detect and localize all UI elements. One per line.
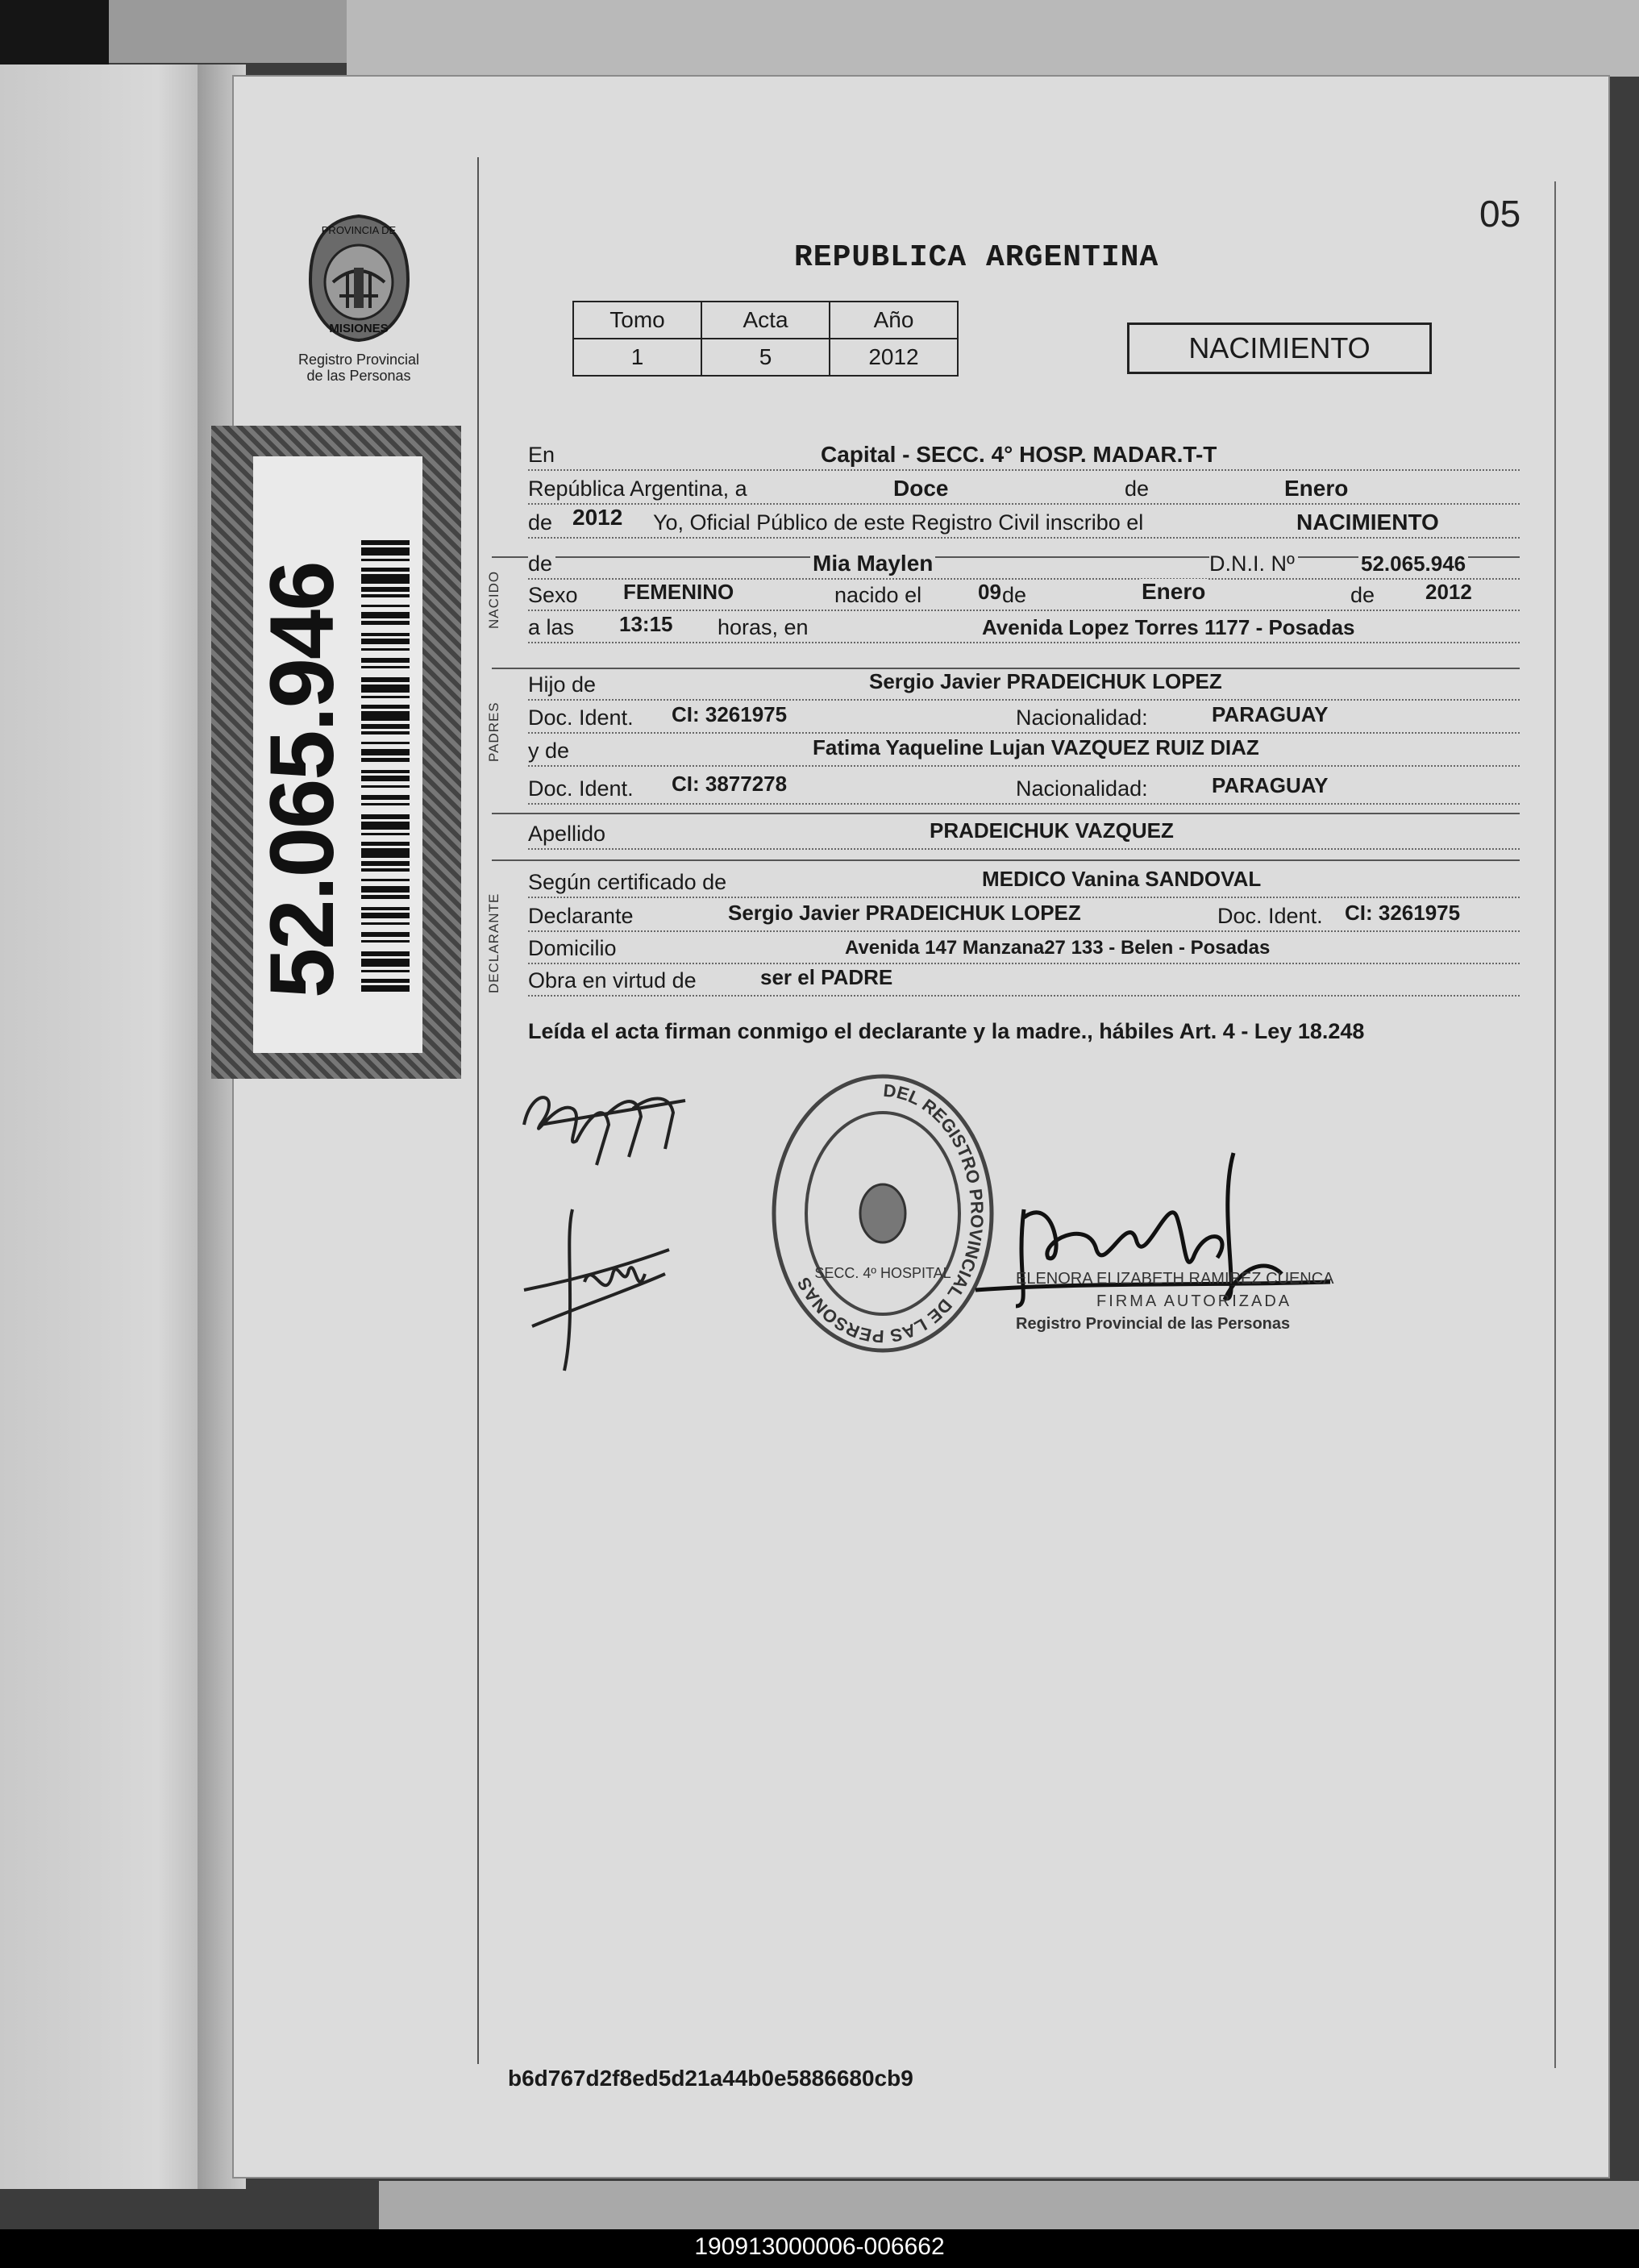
barcode-bar (361, 677, 410, 682)
scan-background-top (347, 0, 1639, 77)
label-dni: D.N.I. Nº (1209, 551, 1298, 576)
official-signature-icon (927, 1145, 1346, 1355)
label-obra: Obra en virtud de (528, 968, 700, 993)
table-header-tomo: Tomo (573, 302, 701, 339)
barcode-bar (361, 574, 410, 584)
barcode-bar (361, 559, 410, 561)
barcode-bar (361, 795, 410, 800)
barcode-bar (361, 568, 410, 572)
section-divider (492, 813, 1520, 814)
barcode-bar (361, 814, 410, 819)
barcode-bar (361, 749, 410, 755)
document-title: REPUBLICA ARGENTINA (794, 240, 1159, 275)
barcode-bar (361, 648, 410, 651)
barcode-bar (361, 868, 410, 872)
barcode-bar (361, 587, 410, 592)
signature-declarante-icon (508, 1068, 693, 1173)
barcode-bar (361, 886, 410, 893)
value-declarante: Sergio Javier PRADEICHUK LOPEZ (726, 901, 1084, 926)
scan-background-dark (0, 0, 109, 65)
stamp-authority-org: Registro Provincial de las Personas (1016, 1315, 1291, 1333)
scan-id: 190913000006-006662 (694, 2233, 945, 2260)
form-row-y-de (528, 735, 1520, 768)
value-certificado: MEDICO Vanina SANDOVAL (980, 867, 1263, 892)
barcode-bars-icon (361, 540, 410, 992)
value-apellido: PRADEICHUK VAZQUEZ (927, 818, 1176, 843)
label-a-las: a las (528, 615, 577, 640)
barcode-bar (361, 758, 410, 762)
value-madre: Fatima Yaqueline Lujan VAZQUEZ RUIZ DIAZ (810, 735, 1262, 760)
label-declarante: Declarante (528, 904, 637, 929)
registry-name (290, 352, 427, 384)
barcode-bar (361, 985, 410, 992)
barcode-bar (361, 776, 410, 781)
barcode-bar (361, 594, 410, 597)
form-row-hijo-de (528, 669, 1520, 702)
form-row-madre-doc (528, 772, 1520, 806)
barcode-bar (361, 848, 410, 858)
table-header-acta: Acta (701, 302, 830, 339)
form-row-certificado (528, 869, 1520, 900)
label-doc-madre: Doc. Ident. (528, 776, 637, 801)
form-row-hora (528, 614, 1520, 645)
value-padre-doc: CI: 3261975 (669, 702, 789, 727)
barcode-bar (361, 547, 410, 556)
form-row-oficial (528, 505, 1520, 540)
barcode-bar (361, 913, 410, 918)
barcode-bar (361, 979, 410, 983)
barcode-bar (361, 639, 410, 644)
registry-line-2: de las Personas (306, 368, 411, 384)
label-nacionalidad-padre: Nacionalidad: (1016, 705, 1151, 730)
registry-table (572, 301, 959, 377)
stamp-center-text: SECC. 4º HOSPITAL (814, 1265, 951, 1281)
label-doc-padre: Doc. Ident. (528, 705, 637, 730)
barcode-bar (361, 724, 410, 729)
value-dni: 52.065.946 (1358, 551, 1468, 576)
value-en: Capital - SECC. 4° HOSP. MADAR.T-T (818, 442, 1219, 468)
label-de-nombre: de (528, 551, 555, 576)
value-madre-doc: CI: 3877278 (669, 772, 789, 797)
label-certificado: Según certificado de (528, 870, 730, 895)
stamp-authority-role: FIRMA AUTORIZADA (1096, 1292, 1292, 1310)
margin-line-right (1554, 181, 1556, 2068)
margin-line-left (477, 157, 479, 2064)
page-number: 05 (1479, 193, 1521, 235)
label-de: de (1125, 476, 1152, 501)
barcode-bar (361, 895, 410, 899)
value-mes-nac: Enero (1139, 579, 1208, 605)
label-domicilio: Domicilio (528, 936, 620, 961)
barcode-bar (361, 696, 410, 698)
form-row-padre-doc (528, 702, 1520, 735)
document-hash: b6d767d2f8ed5d21a44b0e5886680cb9 (508, 2066, 913, 2091)
left-facing-page (0, 65, 198, 2189)
registry-line-1: Registro Provincial (297, 352, 420, 368)
registry-logo (290, 211, 427, 384)
barcode-bar (361, 833, 410, 835)
value-dia-nac: 09 (975, 580, 1004, 605)
barcode-bar (361, 605, 410, 607)
barcode-bar (361, 785, 410, 788)
value-sexo: FEMENINO (621, 580, 736, 605)
barcode-bar (361, 540, 410, 545)
table-value-acta: 5 (701, 339, 830, 376)
barcode-bar (361, 940, 410, 943)
crest-text-top: PROVINCIA DE (321, 224, 396, 236)
value-padre-nac: PARAGUAY (1209, 702, 1330, 727)
barcode-bar (361, 621, 410, 625)
label-en: En (528, 443, 558, 468)
barcode-bar (361, 970, 410, 972)
barcode-bar (361, 685, 410, 693)
barcode-bar (361, 951, 410, 956)
label-de-mes: de (1002, 583, 1030, 608)
value-hora: 13:15 (617, 612, 676, 637)
crest-text-bottom: MISIONES (328, 322, 389, 335)
value-domicilio: Avenida 147 Manzana27 133 - Belen - Posadas (842, 937, 1272, 959)
form-row-declarante (528, 903, 1520, 934)
label-horas-en: horas, en (718, 615, 812, 640)
barcode-bar (361, 742, 410, 744)
closing-statement: Leída el acta firman conmigo el declarante y la madre., hábiles Art. 4 - Ley 18.248 (528, 1019, 1365, 1043)
table-value-anio: 2012 (830, 339, 958, 376)
label-hijo-de: Hijo de (528, 672, 599, 697)
value-nombre: Mia Maylen (810, 551, 935, 576)
label-apellido: Apellido (528, 822, 609, 847)
label-y-de: y de (528, 739, 572, 764)
barcode-bar (361, 770, 410, 773)
value-obra: ser el PADRE (758, 965, 895, 990)
stamp-authority-name: ELENORA ELIZABETH RAMIREZ CUENCA (1016, 1270, 1334, 1288)
barcode-bar (361, 612, 410, 618)
form-row-domicilio (528, 935, 1520, 966)
label-oficial: Yo, Oficial Público de este Registro Civil inscribo el (653, 510, 1146, 535)
value-lugar: Avenida Lopez Torres 1177 - Posadas (980, 615, 1357, 640)
signature-madre-icon (516, 1193, 685, 1379)
barcode-bar (361, 666, 410, 668)
label-de-anio: de (1350, 583, 1378, 608)
label-republica: República Argentina, a (528, 476, 751, 501)
province-crest-icon (301, 211, 418, 344)
stamp-ring-text: DEL REGISTRO PROVINCIAL DE LAS PERSONAS (792, 1080, 988, 1347)
label-nacido-el: nacido el (834, 583, 925, 608)
barcode-bar (361, 711, 410, 721)
section-divider (492, 859, 1520, 861)
label-de-2: de (528, 510, 555, 535)
barcode-bar (361, 658, 410, 663)
barcode-bar (361, 932, 410, 937)
side-label-padres: PADRES (486, 701, 501, 762)
value-anio-nac: 2012 (1423, 580, 1475, 605)
value-padre: Sergio Javier PRADEICHUK LOPEZ (867, 669, 1225, 694)
barcode-bar (361, 922, 410, 925)
barcode-bar (361, 861, 410, 866)
label-nacionalidad-madre: Nacionalidad: (1016, 776, 1151, 801)
value-doc-declarante: CI: 3261975 (1342, 901, 1462, 926)
value-inscribo: NACIMIENTO (1294, 510, 1441, 535)
document-type-box: NACIMIENTO (1127, 323, 1432, 374)
scan-background-bottom (379, 2181, 1639, 2229)
value-madre-nac: PARAGUAY (1209, 773, 1330, 798)
side-label-nacido: NACIDO (486, 570, 501, 629)
form-row-sexo (528, 579, 1520, 613)
table-header-anio: Año (830, 302, 958, 339)
barcode-bar (361, 842, 410, 846)
label-sexo: Sexo (528, 583, 581, 608)
barcode-bar (361, 907, 410, 910)
value-mes: Enero (1282, 476, 1350, 501)
value-dia: Doce (891, 476, 951, 501)
barcode-number: 52.065.946 (252, 562, 352, 998)
barcode-bar (361, 959, 410, 967)
barcode-bar (361, 803, 410, 805)
label-doc-declarante: Doc. Ident. (1217, 904, 1326, 929)
barcode-bar (361, 731, 410, 734)
form-row-obra (528, 965, 1520, 998)
barcode-bar (361, 822, 410, 830)
form-row-apellido (528, 818, 1520, 851)
table-value-tomo: 1 (573, 339, 701, 376)
barcode-bar (361, 879, 410, 881)
value-anio: 2012 (570, 505, 625, 531)
form-row-republica (528, 476, 1520, 506)
side-label-declarante: DECLARANTE (486, 893, 501, 993)
barcode-bar (361, 633, 410, 636)
form-row-en (528, 442, 1520, 472)
barcode-bar (361, 705, 410, 709)
form-row-nombre (528, 551, 1520, 581)
